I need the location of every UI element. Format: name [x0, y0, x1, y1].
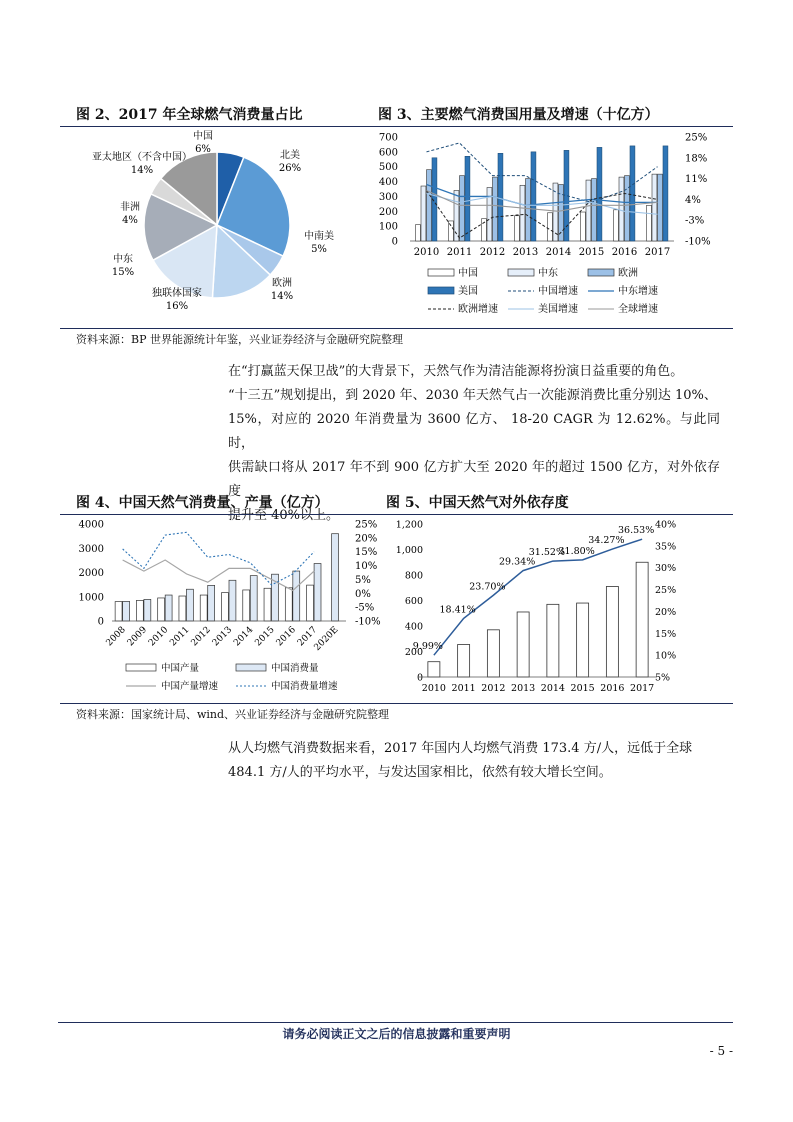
fig3-bar	[515, 216, 520, 241]
pie-category-label: 中南美	[304, 231, 334, 242]
fig3-bar	[460, 176, 465, 241]
fig5-x-tick-label: 2010	[421, 683, 446, 694]
fig4-legend-label: 中国消费量增速	[271, 681, 338, 692]
fig3-right-tick-label: 4%	[685, 194, 701, 206]
fig3-bar	[531, 152, 536, 241]
fig4-legend-swatch	[236, 664, 266, 671]
paragraph-2-line: 从人均燃气消费数据来看，2017 年国内人均燃气消费 173.4 方/人，远低于全球	[228, 741, 693, 756]
fig3-bar	[427, 170, 432, 241]
fig2-title: 图 2、2017 年全球燃气消费量占比	[76, 107, 303, 123]
fig3-legend-swatch	[588, 269, 614, 276]
source-note-2: 资料来源：国家统计局、wind、兴业证券经济与金融研究院整理	[76, 708, 390, 721]
fig5-bar	[487, 630, 499, 677]
fig3-legend-label: 中东	[538, 268, 558, 279]
fig5-title: 图 5、中国天然气对外依存度	[386, 495, 569, 511]
fig4-bar	[115, 602, 122, 621]
fig4-bar	[314, 564, 321, 621]
fig3-bar	[498, 153, 503, 241]
fig5-left-tick-label: 1,200	[395, 519, 423, 531]
fig5-left-tick-label: 1,000	[395, 545, 423, 556]
fig5-left-tick-label: 400	[404, 621, 423, 633]
fig3-x-tick-label: 2011	[446, 247, 473, 258]
fig3-bar	[663, 146, 668, 241]
fig5-right-tick-label: 15%	[655, 628, 677, 640]
pie-percent-label: 14%	[270, 291, 294, 302]
fig5-data-label: 31.80%	[558, 545, 595, 557]
pie-category-label: 亚太地区（不含中国）	[92, 152, 192, 163]
fig5-bar	[517, 612, 529, 677]
fig4-growth-line	[123, 560, 314, 590]
fig4-x-tick-label: 2009	[125, 625, 150, 649]
fig4-x-tick-label: 2013	[210, 625, 235, 649]
paragraph-1-line: 15%，对应的 2020 年消费量为 3600 亿方、 18-20 CAGR 为 12.62%。与此同时，	[228, 412, 720, 451]
pie-percent-label: 6%	[195, 144, 211, 155]
fig3-x-tick-label: 2010	[413, 247, 440, 258]
fig4-bar	[179, 596, 186, 621]
fig-row1-top-rule	[60, 126, 733, 127]
pie-percent-label: 15%	[111, 267, 135, 278]
fig5-right-tick-label: 25%	[655, 585, 677, 597]
fig3-right-tick-label: -3%	[685, 215, 705, 227]
fig3-bar	[597, 147, 602, 241]
fig3-legend-swatch	[508, 269, 534, 276]
fig5-bar	[577, 603, 589, 677]
fig5-data-label: 36.53%	[618, 525, 655, 537]
fig5-x-tick-label: 2013	[511, 683, 536, 694]
fig3-x-tick-label: 2012	[479, 247, 506, 258]
fig5-data-label: 23.70%	[469, 581, 506, 593]
fig3-title: 图 3、主要燃气消费国用量及增速（十亿方）	[378, 107, 659, 123]
pie-percent-label: 14%	[130, 165, 154, 176]
fig4-right-tick-label: 25%	[355, 519, 378, 531]
fig3-bar	[520, 185, 525, 241]
fig-row2-bottom-rule	[60, 703, 733, 704]
fig3-left-tick-label: 400	[378, 177, 398, 189]
fig3-bar	[652, 174, 657, 241]
fig3-bar-line-chart	[378, 128, 723, 324]
fig3-x-tick-label: 2017	[644, 247, 671, 258]
fig4-growth-line	[123, 532, 314, 585]
fig4-left-tick-label: 3000	[78, 543, 104, 555]
fig3-bar	[592, 179, 597, 241]
fig5-data-label: 9.99%	[412, 641, 443, 653]
fig3-bar	[548, 213, 553, 241]
fig4-bar	[293, 571, 300, 621]
fig3-right-tick-label: -10%	[685, 236, 711, 248]
paragraph-1-line: 提升至 40%以上。	[228, 508, 340, 523]
fig5-left-tick-label: 200	[404, 647, 423, 658]
fig5-x-tick-label: 2017	[630, 683, 655, 694]
fig4-x-tick-label: 2017	[295, 625, 320, 649]
fig3-legend-label: 欧洲	[618, 268, 638, 279]
pie-category-label: 北美	[280, 150, 300, 161]
fig4-bar	[229, 580, 236, 621]
fig4-bar	[123, 601, 130, 621]
pie-category-label: 欧洲	[272, 278, 292, 289]
fig5-right-tick-label: 5%	[655, 672, 671, 684]
paragraph-1-line: 在“打赢蓝天保卫战”的大背景下，天然气作为清洁能源将扮演日益重要的角色。	[228, 364, 684, 379]
fig4-bar	[222, 593, 229, 621]
fig5-data-label: 29.34%	[499, 556, 536, 568]
fig4-legend-label: 中国产量	[161, 663, 200, 674]
fig4-x-tick-label: 2020E	[312, 625, 341, 653]
fig5-bar	[458, 644, 470, 677]
fig4-right-tick-label: 5%	[355, 574, 371, 586]
paragraph-2-line: 484.1 方/人的平均水平，与发达国家相比，依然有较大增长空间。	[228, 765, 612, 780]
fig4-bar	[144, 599, 151, 621]
fig3-legend-label: 欧洲增速	[458, 304, 498, 315]
fig3-left-tick-label: 300	[378, 191, 398, 203]
fig3-bar	[581, 212, 586, 241]
fig4-bar	[264, 588, 271, 621]
fig3-legend-swatch	[428, 287, 454, 294]
fig3-legend-label: 美国增速	[538, 304, 578, 315]
paragraph-1-line: 供需缺口将从 2017 年不到 900 亿方扩大至 2020 年的超过 1500 亿方，对外依存度	[228, 460, 720, 499]
fig3-bar	[416, 225, 421, 241]
fig4-bar	[250, 576, 257, 621]
fig3-x-tick-label: 2013	[512, 247, 539, 258]
fig4-x-tick-label: 2015	[253, 625, 277, 649]
fig-row1-bottom-rule	[60, 328, 733, 329]
fig3-left-tick-label: 500	[378, 162, 398, 174]
pie-category-label: 中国	[193, 131, 213, 142]
fig3-bar	[614, 210, 619, 241]
fig4-bar	[208, 585, 215, 621]
footer-rule	[58, 1022, 733, 1023]
fig5-left-tick-label: 0	[416, 672, 423, 684]
fig4-x-tick-label: 2011	[168, 625, 192, 649]
fig4-left-tick-label: 4000	[78, 519, 104, 531]
fig4-x-tick-label: 2012	[189, 625, 213, 649]
fig5-x-tick-label: 2015	[570, 683, 595, 694]
fig3-bar	[421, 186, 426, 241]
fig4-x-tick-label: 2010	[147, 625, 171, 649]
fig5-bar	[428, 662, 440, 677]
fig3-bar	[647, 205, 652, 241]
fig4-bar	[285, 588, 292, 621]
fig5-data-label: 34.27%	[588, 535, 625, 547]
fig5-data-label: 18.41%	[439, 604, 476, 616]
fig3-legend-label: 全球增速	[618, 304, 658, 315]
fig5-x-tick-label: 2012	[481, 683, 506, 694]
fig4-bar-line-chart	[66, 515, 384, 701]
fig4-x-tick-label: 2016	[274, 625, 298, 649]
pie-category-label: 中东	[113, 254, 133, 265]
fig4-bar	[200, 595, 207, 621]
fig5-bar	[547, 604, 559, 677]
fig4-bar	[243, 590, 250, 621]
fig4-left-tick-label: 0	[97, 616, 104, 628]
fig3-legend-swatch	[428, 269, 454, 276]
fig4-right-tick-label: 0%	[355, 588, 371, 600]
fig3-bar	[465, 156, 470, 241]
fig4-left-tick-label: 1000	[78, 592, 104, 604]
fig3-x-tick-label: 2014	[545, 247, 572, 258]
fig4-x-tick-label: 2014	[232, 625, 256, 649]
fig4-bar	[136, 600, 143, 621]
fig4-legend-label: 中国消费量	[271, 663, 319, 674]
fig3-right-tick-label: 18%	[685, 153, 708, 165]
fig5-x-tick-label: 2011	[451, 683, 476, 694]
fig4-right-tick-label: -5%	[355, 602, 375, 614]
fig4-bar	[307, 585, 314, 621]
fig5-right-tick-label: 40%	[655, 519, 677, 531]
fig4-x-tick-label: 2008	[104, 625, 128, 649]
fig3-x-tick-label: 2015	[578, 247, 605, 258]
fig5-x-tick-label: 2016	[600, 683, 625, 694]
paragraph-2	[228, 737, 720, 785]
fig5-x-tick-label: 2014	[540, 683, 565, 694]
fig5-bar	[606, 586, 618, 677]
fig5-right-tick-label: 30%	[655, 563, 677, 575]
paragraph-1-line: “十三五”规划提出，到 2020 年、2030 年天然气占一次能源消费比重分别达 10%、	[228, 388, 717, 403]
fig5-left-tick-label: 800	[404, 570, 423, 582]
fig3-bar	[625, 176, 630, 241]
fig4-legend-swatch	[126, 664, 156, 671]
fig3-bar	[619, 177, 624, 241]
fig3-bar	[586, 180, 591, 241]
fig3-bar	[630, 146, 635, 241]
fig4-bar	[165, 595, 172, 621]
fig2-pie-chart	[65, 128, 365, 338]
fig3-right-tick-label: 25%	[685, 132, 708, 144]
fig4-right-tick-label: 15%	[355, 547, 378, 559]
pie-category-label: 独联体国家	[152, 288, 202, 299]
fig5-data-label: 31.52%	[528, 547, 565, 559]
fig3-left-tick-label: 100	[378, 221, 398, 233]
fig5-right-tick-label: 20%	[655, 606, 677, 618]
fig4-right-tick-label: 10%	[355, 561, 378, 573]
fig3-legend-label: 中国	[458, 268, 478, 279]
fig3-bar	[487, 188, 492, 241]
footer-disclaimer: 请务必阅读正文之后的信息披露和重要声明	[282, 1027, 511, 1041]
pie-category-label: 非洲	[120, 202, 140, 213]
fig3-bar	[493, 177, 498, 241]
pie-percent-label: 4%	[122, 215, 138, 226]
fig4-right-tick-label: 20%	[355, 533, 378, 545]
fig3-left-tick-label: 700	[378, 132, 398, 144]
pie-percent-label: 16%	[165, 301, 189, 312]
fig4-bar	[158, 598, 165, 621]
fig4-bar	[186, 589, 193, 621]
fig4-left-tick-label: 2000	[78, 568, 104, 579]
fig5-left-tick-label: 600	[404, 596, 423, 607]
fig5-bar	[636, 562, 648, 677]
fig3-bar	[526, 179, 531, 241]
fig5-bar-line-chart	[395, 515, 713, 695]
fig4-bar	[332, 534, 339, 621]
fig3-right-tick-label: 11%	[685, 174, 708, 186]
fig3-x-tick-label: 2016	[611, 247, 638, 258]
fig4-right-tick-label: -10%	[355, 616, 381, 628]
pie-percent-label: 5%	[311, 244, 327, 255]
fig3-bar	[658, 174, 663, 241]
fig3-legend-label: 美国	[458, 286, 478, 297]
fig3-left-tick-label: 600	[378, 147, 398, 159]
fig3-legend-label: 中国增速	[538, 286, 578, 297]
fig3-left-tick-label: 200	[378, 206, 398, 218]
fig5-right-tick-label: 10%	[655, 650, 677, 662]
fig4-title: 图 4、中国天然气消费量、产量（亿方）	[76, 495, 329, 511]
fig3-left-tick-label: 0	[391, 236, 398, 248]
source-note-1: 资料来源：BP 世界能源统计年鉴，兴业证券经济与金融研究院整理	[76, 333, 403, 346]
fig3-legend-label: 中东增速	[618, 286, 658, 297]
pie-percent-label: 26%	[278, 163, 302, 174]
fig4-legend-label: 中国产量增速	[161, 681, 219, 692]
fig5-right-tick-label: 35%	[655, 541, 677, 553]
page-number: - 5 -	[709, 1044, 733, 1058]
